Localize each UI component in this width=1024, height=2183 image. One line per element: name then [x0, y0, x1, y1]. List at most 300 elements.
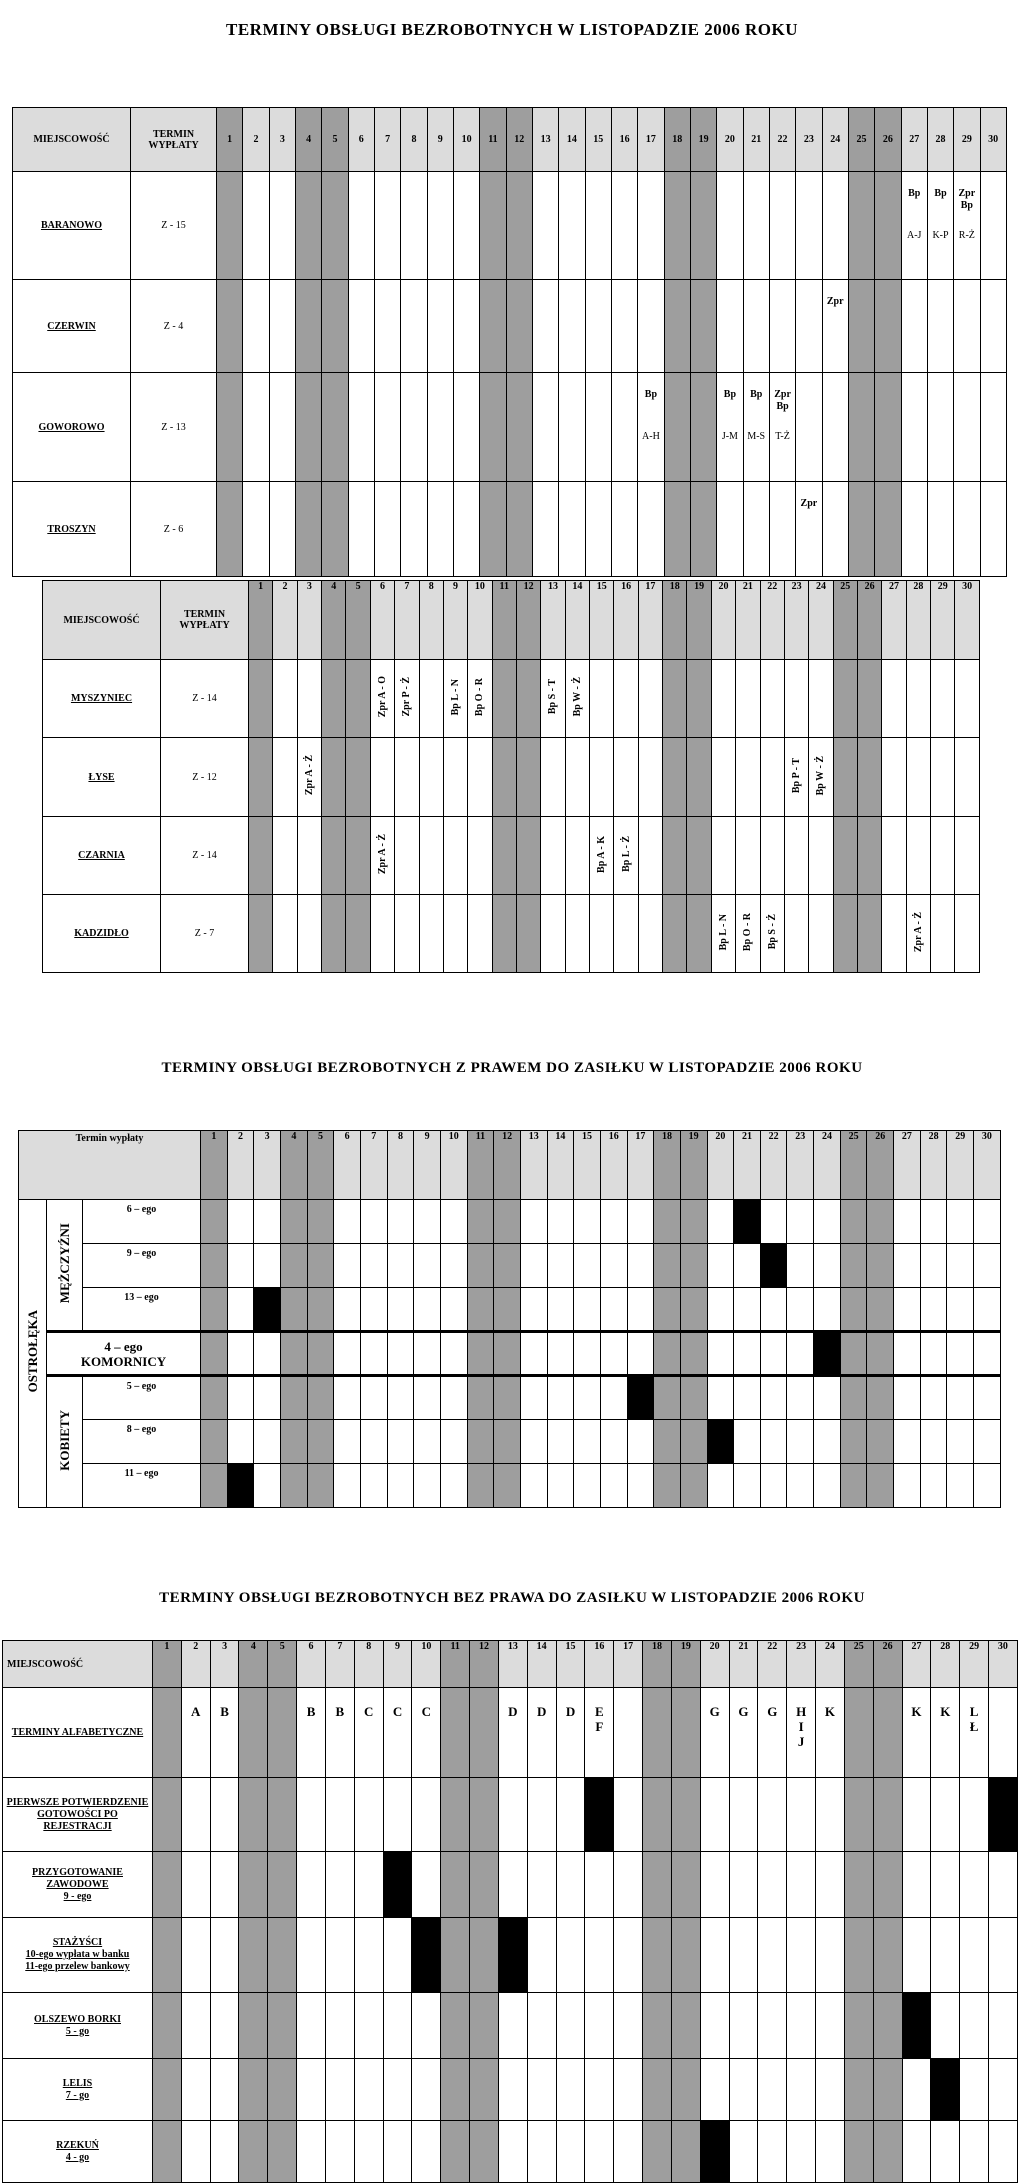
- schedule-table-3: [18, 1130, 1001, 1508]
- day-cell: [574, 1376, 601, 1420]
- day-cell: [440, 1288, 467, 1332]
- day-cell: [395, 660, 419, 738]
- day-cell: [307, 1332, 334, 1376]
- day-cell: [354, 1778, 383, 1852]
- day-cell: [875, 373, 901, 482]
- day-cell: [760, 738, 784, 817]
- service-code: Bp: [776, 401, 789, 412]
- day-header: 24: [809, 581, 833, 660]
- day-cell: [902, 2059, 931, 2121]
- day-cell: [848, 280, 874, 373]
- day-cell: [498, 2121, 527, 2183]
- day-cell: [281, 1288, 308, 1332]
- day-cell: [931, 660, 955, 738]
- day-cell: [383, 1918, 412, 1993]
- day-cell: [833, 817, 857, 895]
- day-cell: [527, 1688, 556, 1778]
- day-cell: [664, 172, 690, 280]
- day-cell: [527, 2121, 556, 2183]
- locality-name: ŁYSE: [43, 738, 161, 817]
- alphabet-range: R-Ż: [958, 230, 975, 241]
- day-header: 3: [210, 1641, 239, 1688]
- day-header: 6: [334, 1131, 361, 1200]
- day-cell: [527, 1852, 556, 1918]
- day-cell: [414, 1288, 441, 1332]
- day-cell: [360, 1244, 387, 1288]
- day-cell: [844, 2121, 873, 2183]
- day-cell: [700, 2121, 729, 2183]
- alphabet-range: A-H: [642, 431, 660, 442]
- day-header: 14: [559, 108, 585, 172]
- day-header: 28: [920, 1131, 947, 1200]
- day-cell: [600, 1332, 627, 1376]
- day-cell: [980, 373, 1006, 482]
- day-header: 28: [906, 581, 930, 660]
- day-cell: [857, 817, 881, 895]
- day-cell: [736, 817, 760, 895]
- day-cell: [671, 1918, 700, 1993]
- day-header: 2: [243, 108, 269, 172]
- day-header: 20: [707, 1131, 734, 1200]
- day-cell: [590, 738, 614, 817]
- day-cell: [680, 1464, 707, 1508]
- day-cell: [844, 1993, 873, 2059]
- day-cell: [297, 1993, 326, 2059]
- day-cell: [954, 482, 980, 577]
- day-cell: [412, 2059, 441, 2121]
- day-cell: [844, 1852, 873, 1918]
- day-cell: [443, 817, 467, 895]
- day-cell: [210, 1852, 239, 1918]
- day-cell: [395, 895, 419, 973]
- day-cell: [354, 1993, 383, 2059]
- day-cell: [468, 817, 492, 895]
- day-cell: [153, 1688, 182, 1778]
- day-cell: [931, 738, 955, 817]
- day-cell: [440, 1244, 467, 1288]
- service-code: Bp: [750, 389, 763, 400]
- day-cell: [412, 1918, 441, 1993]
- day-cell: [210, 2059, 239, 2121]
- day-cell: [627, 1288, 654, 1332]
- day-cell: [498, 1688, 527, 1778]
- day-cell: [387, 1420, 414, 1464]
- service-code: Bp: [723, 389, 737, 400]
- alphabet-letter: C: [421, 1704, 432, 1719]
- day-cell: [360, 1332, 387, 1376]
- day-cell: [974, 1200, 1001, 1244]
- table-row: [3, 1778, 1018, 1852]
- day-cell: [556, 1778, 585, 1852]
- day-cell: [954, 373, 980, 482]
- day-cell: [980, 172, 1006, 280]
- column-header-miejscowosc: MIEJSCOWOŚĆ: [43, 581, 161, 660]
- day-cell: [787, 2121, 816, 2183]
- day-header: 8: [419, 581, 443, 660]
- day-cell: [816, 2121, 845, 2183]
- day-cell: [470, 1688, 499, 1778]
- day-header: 25: [848, 108, 874, 172]
- day-header: 21: [736, 581, 760, 660]
- day-header: 5: [268, 1641, 297, 1688]
- day-cell: [875, 172, 901, 280]
- locality-name: TROSZYN: [13, 482, 131, 577]
- day-cell: [906, 738, 930, 817]
- day-cell: [614, 1778, 643, 1852]
- table-row: [3, 1993, 1018, 2059]
- payment-term: Z - 12: [161, 738, 249, 817]
- day-header: 3: [297, 581, 321, 660]
- day-cell: [249, 738, 273, 817]
- day-cell: [383, 1778, 412, 1852]
- day-cell: [787, 1464, 814, 1508]
- day-cell: [153, 2121, 182, 2183]
- day-cell: [153, 1852, 182, 1918]
- city-name: OSTROŁĘKA: [24, 1309, 40, 1393]
- day-cell: [814, 1420, 841, 1464]
- day-cell: [307, 1376, 334, 1420]
- day-cell: [201, 1200, 228, 1244]
- day-cell: [614, 1688, 643, 1778]
- day-cell: [360, 1464, 387, 1508]
- day-cell: [322, 280, 348, 373]
- day-cell: [227, 1200, 254, 1244]
- alphabet-letter: B: [306, 1704, 316, 1719]
- day-cell: [427, 373, 453, 482]
- day-cell: [585, 1852, 614, 1918]
- day-cell: [711, 660, 735, 738]
- service-code: Bp L - Ż: [620, 836, 632, 872]
- day-cell: [729, 1852, 758, 1918]
- day-header: 28: [931, 1641, 960, 1688]
- day-cell: [354, 2059, 383, 2121]
- day-cell: [470, 2059, 499, 2121]
- day-cell: [273, 660, 297, 738]
- payment-term: Z - 7: [161, 895, 249, 973]
- day-cell: [711, 895, 735, 973]
- day-cell: [556, 1993, 585, 2059]
- day-cell: [443, 895, 467, 973]
- day-header: 10: [468, 581, 492, 660]
- day-cell: [516, 738, 540, 817]
- day-header: 11: [441, 1641, 470, 1688]
- day-cell: [784, 660, 808, 738]
- day-header: 24: [822, 108, 848, 172]
- day-cell: [690, 280, 716, 373]
- day-cell: [281, 1200, 308, 1244]
- day-cell: [585, 280, 611, 373]
- row-label: [3, 2059, 153, 2121]
- day-cell: [894, 1244, 921, 1288]
- day-header: 13: [541, 581, 565, 660]
- day-cell: [947, 1332, 974, 1376]
- day-cell: [470, 1993, 499, 2059]
- day-cell: [687, 895, 711, 973]
- day-cell: [729, 2059, 758, 2121]
- alphabet-letter: G: [709, 1704, 720, 1719]
- day-cell: [787, 1244, 814, 1288]
- day-cell: [707, 1376, 734, 1420]
- day-cell: [412, 1688, 441, 1778]
- day-cell: [600, 1200, 627, 1244]
- day-cell: [590, 817, 614, 895]
- column-header-termin: Termin wypłaty: [19, 1131, 201, 1200]
- day-cell: [295, 482, 321, 577]
- day-cell: [663, 817, 687, 895]
- day-header: 12: [470, 1641, 499, 1688]
- day-cell: [902, 2121, 931, 2183]
- day-header: 26: [867, 1131, 894, 1200]
- day-cell: [360, 1420, 387, 1464]
- alphabet-range: K-P: [932, 230, 949, 241]
- day-header: 19: [671, 1641, 700, 1688]
- day-cell: [614, 1993, 643, 2059]
- day-cell: [273, 738, 297, 817]
- alphabet-range: T-Ż: [775, 431, 790, 442]
- day-header: 14: [547, 1131, 574, 1200]
- day-header: 29: [960, 1641, 989, 1688]
- locality-name: MYSZYNIEC: [43, 660, 161, 738]
- day-cell: [814, 1288, 841, 1332]
- term-label: 8 – ego: [83, 1420, 201, 1464]
- day-cell: [769, 373, 795, 482]
- day-cell: [249, 895, 273, 973]
- cell-content: [770, 389, 795, 442]
- day-cell: [227, 1376, 254, 1420]
- day-cell: [822, 373, 848, 482]
- day-cell: [281, 1332, 308, 1376]
- day-cell: [873, 2059, 902, 2121]
- day-cell: [680, 1288, 707, 1332]
- alphabet-range: M-S: [747, 431, 766, 442]
- day-cell: [441, 1918, 470, 1993]
- day-cell: [734, 1244, 761, 1288]
- day-cell: [370, 817, 394, 895]
- day-cell: [419, 660, 443, 738]
- day-header: 4: [239, 1641, 268, 1688]
- day-cell: [873, 1918, 902, 1993]
- day-cell: [729, 2121, 758, 2183]
- day-cell: [729, 1918, 758, 1993]
- day-cell: [506, 482, 532, 577]
- table-row: [3, 1918, 1018, 1993]
- column-header-miejscowosc: MIEJSCOWOŚĆ: [13, 108, 131, 172]
- day-cell: [470, 1778, 499, 1852]
- day-cell: [690, 482, 716, 577]
- day-cell: [769, 172, 795, 280]
- table-row: [43, 660, 980, 738]
- day-cell: [574, 1244, 601, 1288]
- day-cell: [498, 2059, 527, 2121]
- cell-content: [902, 188, 927, 241]
- day-cell: [516, 817, 540, 895]
- day-cell: [931, 1993, 960, 2059]
- service-code: Bp L - N: [450, 678, 462, 716]
- day-cell: [717, 482, 743, 577]
- day-header: 26: [873, 1641, 902, 1688]
- day-cell: [395, 738, 419, 817]
- day-cell: [387, 1288, 414, 1332]
- day-cell: [901, 482, 927, 577]
- day-cell: [494, 1464, 521, 1508]
- day-cell: [638, 482, 664, 577]
- day-cell: [532, 280, 558, 373]
- day-cell: [354, 2121, 383, 2183]
- service-code: Zpr: [800, 498, 818, 509]
- day-header: 10: [412, 1641, 441, 1688]
- day-cell: [348, 482, 374, 577]
- day-cell: [787, 1288, 814, 1332]
- day-cell: [269, 172, 295, 280]
- day-cell: [322, 895, 346, 973]
- cell-content: [744, 389, 769, 442]
- alphabet-letter: C: [392, 1704, 403, 1719]
- day-cell: [441, 2121, 470, 2183]
- day-cell: [443, 660, 467, 738]
- column-header-miejscowosc: MIEJSCOWOŚĆ: [3, 1641, 153, 1688]
- day-cell: [201, 1420, 228, 1464]
- day-cell: [520, 1332, 547, 1376]
- day-cell: [947, 1420, 974, 1464]
- title-2: TERMINY OBSŁUGI BEZROBOTNYCH Z PRAWEM DO ZASIŁKU W LISTOPADZIE 2006 ROKU: [161, 1060, 863, 1076]
- day-cell: [210, 1993, 239, 2059]
- row-label: [3, 1778, 153, 1852]
- day-cell: [955, 660, 979, 738]
- letters-row: [3, 1688, 1018, 1778]
- day-cell: [325, 1852, 354, 1918]
- day-cell: [239, 1778, 268, 1852]
- day-cell: [201, 1376, 228, 1420]
- day-cell: [960, 1778, 989, 1852]
- day-cell: [467, 1464, 494, 1508]
- alphabet-letter: Ł: [969, 1719, 979, 1734]
- day-cell: [867, 1288, 894, 1332]
- day-cell: [654, 1288, 681, 1332]
- day-header: 25: [840, 1131, 867, 1200]
- day-cell: [989, 1778, 1018, 1852]
- day-cell: [614, 1852, 643, 1918]
- group-name: MĘŻCZYŹNI: [56, 1223, 72, 1304]
- alphabet-letter: K: [824, 1704, 836, 1719]
- day-cell: [758, 2059, 787, 2121]
- day-cell: [227, 1288, 254, 1332]
- schedule-table-2: [42, 580, 980, 973]
- day-cell: [690, 373, 716, 482]
- day-header: 4: [322, 581, 346, 660]
- day-header: 30: [980, 108, 1006, 172]
- day-cell: [758, 2121, 787, 2183]
- day-cell: [882, 895, 906, 973]
- day-cell: [643, 1918, 672, 1993]
- day-cell: [565, 895, 589, 973]
- day-cell: [348, 172, 374, 280]
- service-code: Bp A - K: [596, 835, 608, 873]
- day-cell: [707, 1244, 734, 1288]
- day-cell: [784, 895, 808, 973]
- term-label: 4 – ego: [104, 1338, 143, 1354]
- row-label-line: STAŻYŚCI: [52, 1937, 103, 1948]
- day-cell: [643, 1688, 672, 1778]
- day-cell: [627, 1200, 654, 1244]
- day-cell: [614, 895, 638, 973]
- day-header: 8: [354, 1641, 383, 1688]
- row-label-line: PIERWSZE POTWIERDZENIE GOTOWOŚCI PO REJESTRACJI: [6, 1796, 149, 1832]
- day-cell: [210, 2121, 239, 2183]
- service-code: Zpr: [958, 188, 976, 199]
- row-label-line: 4 - go: [65, 2151, 90, 2163]
- day-cell: [387, 1332, 414, 1376]
- day-cell: [954, 172, 980, 280]
- day-cell: [322, 482, 348, 577]
- day-cell: [556, 1852, 585, 1918]
- day-header: 1: [201, 1131, 228, 1200]
- day-cell: [600, 1376, 627, 1420]
- day-header: 21: [743, 108, 769, 172]
- day-cell: [281, 1464, 308, 1508]
- row-label-line: 11-ego przelew bankowy: [25, 1961, 130, 1972]
- term-label: 6 – ego: [83, 1200, 201, 1244]
- day-cell: [254, 1376, 281, 1420]
- day-header: 4: [281, 1131, 308, 1200]
- day-header: 27: [894, 1131, 921, 1200]
- day-cell: [227, 1464, 254, 1508]
- day-cell: [760, 660, 784, 738]
- day-cell: [480, 482, 506, 577]
- day-header: 1: [249, 581, 273, 660]
- day-cell: [769, 280, 795, 373]
- day-cell: [734, 1332, 761, 1376]
- day-cell: [585, 2059, 614, 2121]
- day-cell: [243, 482, 269, 577]
- day-cell: [383, 1993, 412, 2059]
- day-cell: [867, 1464, 894, 1508]
- day-cell: [268, 2121, 297, 2183]
- day-cell: [527, 2059, 556, 2121]
- day-cell: [401, 172, 427, 280]
- day-cell: [955, 738, 979, 817]
- alphabet-letter: D: [536, 1704, 547, 1719]
- service-code: Bp P - T: [791, 757, 803, 794]
- day-cell: [920, 1200, 947, 1244]
- service-code: Bp: [644, 389, 658, 400]
- row-label-line: 5 - go: [65, 2025, 90, 2037]
- day-header: 22: [760, 1131, 787, 1200]
- day-cell: [585, 1688, 614, 1778]
- day-cell: [894, 1464, 921, 1508]
- day-cell: [520, 1464, 547, 1508]
- day-header: 5: [322, 108, 348, 172]
- day-cell: [414, 1376, 441, 1420]
- day-cell: [643, 1778, 672, 1852]
- day-cell: [516, 660, 540, 738]
- day-cell: [559, 482, 585, 577]
- day-cell: [585, 172, 611, 280]
- day-cell: [565, 817, 589, 895]
- day-cell: [585, 1778, 614, 1852]
- day-cell: [239, 1688, 268, 1778]
- day-cell: [680, 1332, 707, 1376]
- day-header: 10: [453, 108, 479, 172]
- day-cell: [441, 1778, 470, 1852]
- day-cell: [181, 1852, 210, 1918]
- day-cell: [822, 482, 848, 577]
- day-header: 2: [273, 581, 297, 660]
- day-header: 24: [816, 1641, 845, 1688]
- day-cell: [574, 1332, 601, 1376]
- day-cell: [520, 1288, 547, 1332]
- day-header: 24: [814, 1131, 841, 1200]
- day-cell: [643, 1993, 672, 2059]
